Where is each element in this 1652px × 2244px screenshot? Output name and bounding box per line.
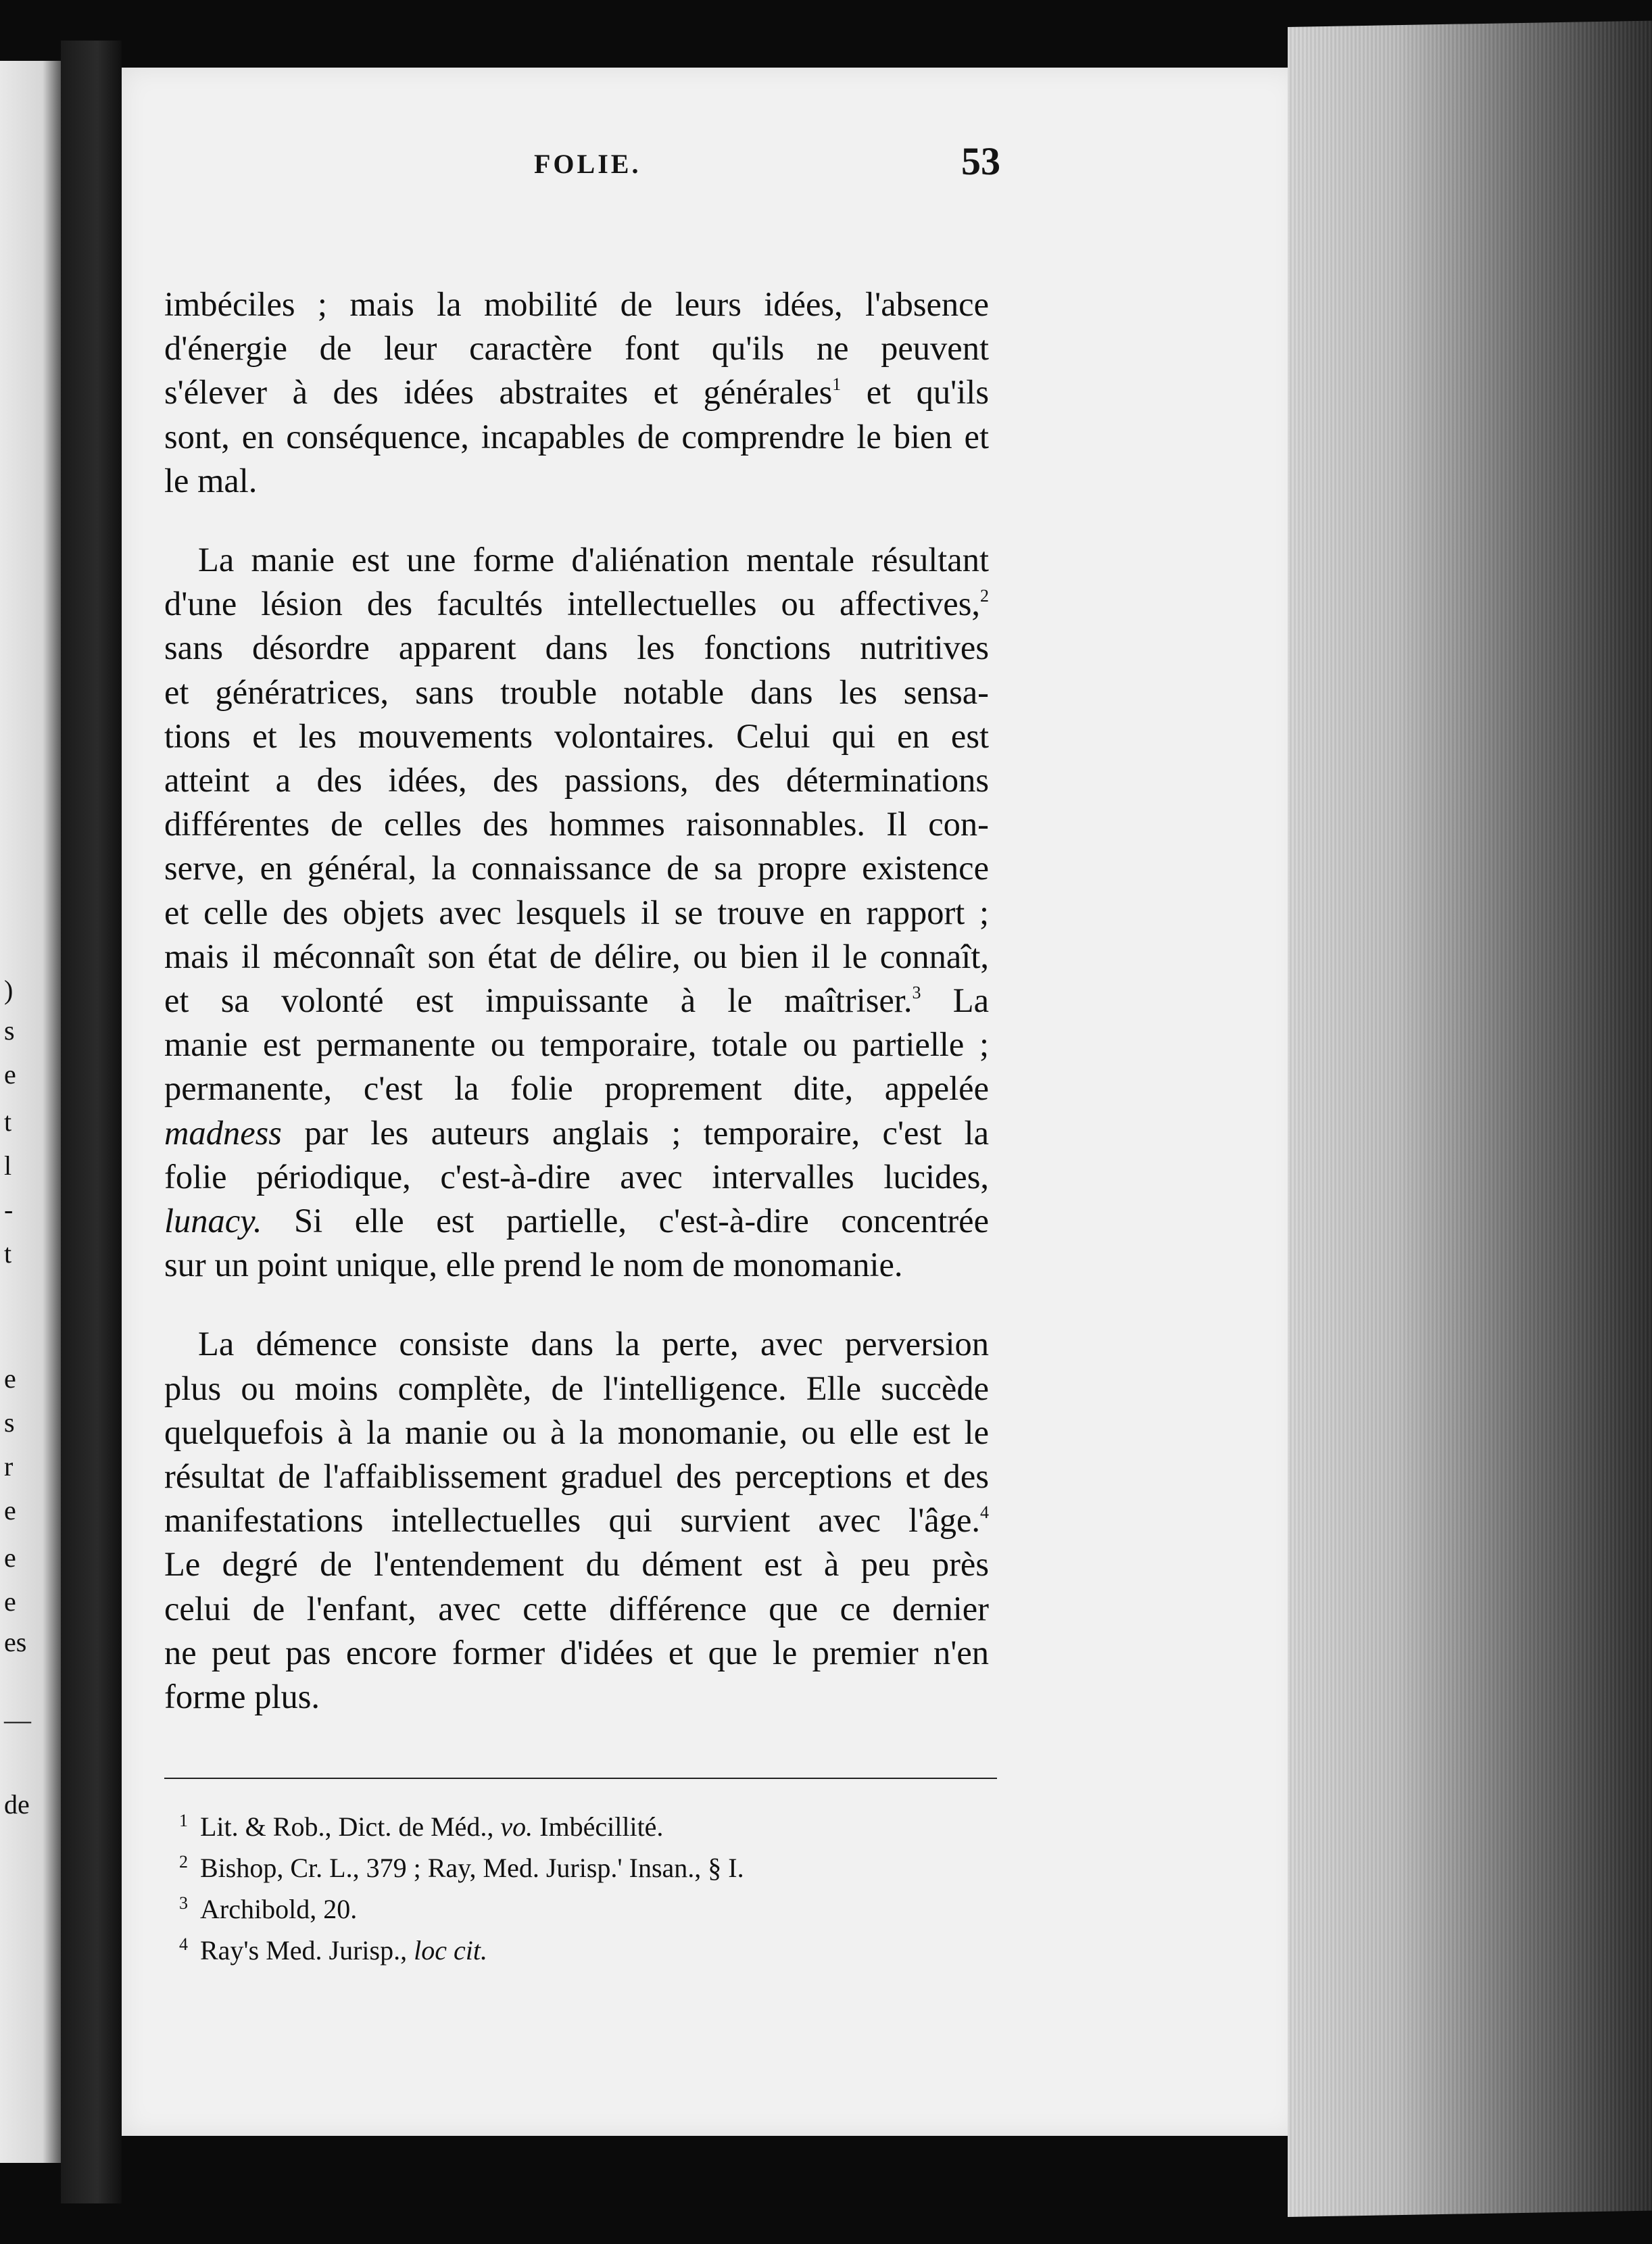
margin-char: de bbox=[4, 1789, 30, 1820]
text-line: ne peut pas encore former d'idées et que le premier n'en bbox=[164, 1633, 989, 1672]
text-line: résultat de l'affaiblissement graduel des perceptions et des bbox=[164, 1457, 989, 1496]
text-line: différentes de celles des hommes raisonnables. Il con- bbox=[164, 805, 989, 844]
text-line: plus ou moins complète, de l'intelligence. Elle succède bbox=[164, 1369, 989, 1407]
italic-term: lunacy. bbox=[164, 1202, 262, 1240]
text-line: atteint a des idées, des passions, des déterminations bbox=[164, 761, 989, 800]
footnote: $^2$ Bishop, Cr. L., 379 ; Ray, Med. Jurisp.' Insan., § I. bbox=[179, 1852, 744, 1883]
text-line: forme plus. bbox=[164, 1678, 320, 1716]
text-line: madness par les auteurs anglais ; temporaire, c'est la bbox=[164, 1113, 989, 1152]
margin-char: e bbox=[4, 1542, 16, 1573]
text-line: et sa volonté est impuissante à le maîtriser.$^3$ La bbox=[164, 981, 989, 1020]
margin-char: s bbox=[4, 1407, 15, 1438]
footnotes bbox=[179, 1803, 990, 1968]
margin-char: s bbox=[4, 1015, 15, 1046]
text-line: celui de l'enfant, avec cette différence que ce dernier bbox=[164, 1589, 989, 1628]
page-block-edge bbox=[1288, 21, 1652, 2217]
footnote-marker: 4 bbox=[980, 1503, 989, 1523]
paragraph bbox=[164, 283, 989, 503]
footnote: $^4$ Ray's Med. Jurisp., loc cit. bbox=[179, 1934, 487, 1966]
text-line: sur un point unique, elle prend le nom de monomanie. bbox=[164, 1246, 903, 1284]
footnote-rule bbox=[164, 1778, 997, 1779]
margin-char: e bbox=[4, 1495, 16, 1526]
text-line: manie est permanente ou temporaire, totale ou partielle ; bbox=[164, 1025, 989, 1064]
footnote-marker: 3 bbox=[912, 983, 921, 1003]
page-header bbox=[406, 139, 1000, 186]
text-line: s'élever à des idées abstraites et générales$^1$ et qu'ils bbox=[164, 373, 989, 412]
footnote-number: 4 bbox=[179, 1934, 188, 1954]
text-line: sans désordre apparent dans les fonctions nutritives bbox=[164, 629, 989, 667]
text-line: imbéciles ; mais la mobilité de leurs idées, l'absence bbox=[164, 285, 989, 323]
text-line: permanente, c'est la folie proprement dite, appelée bbox=[164, 1069, 989, 1108]
text-line: tions et les mouvements volontaires. Celui qui en est bbox=[164, 716, 989, 755]
footnote-number: 3 bbox=[179, 1893, 188, 1913]
text-line: La manie est une forme d'aliénation mentale résultant bbox=[198, 541, 989, 579]
footnote: $^3$ Archibold, 20. bbox=[179, 1893, 358, 1924]
footnote-number: 2 bbox=[179, 1852, 188, 1872]
margin-char: ) bbox=[4, 975, 14, 1005]
text-line: le mal. bbox=[164, 461, 258, 499]
footnote-number: 1 bbox=[179, 1811, 188, 1830]
text-line: serve, en général, la connaissance de sa propre existence bbox=[164, 849, 989, 887]
text-line: quelquefois à la manie ou à la monomanie, ou elle est le bbox=[164, 1413, 989, 1451]
margin-char: — bbox=[4, 1705, 31, 1735]
footnote: $^1$ Lit. & Rob., Dict. de Méd., vo. Imbécillité. bbox=[179, 1811, 664, 1842]
margin-char: r bbox=[4, 1451, 14, 1482]
running-head: FOLIE. bbox=[534, 149, 641, 179]
margin-char: - bbox=[4, 1194, 14, 1225]
text-line: d'énergie de leur caractère font qu'ils ne peuvent bbox=[164, 329, 989, 368]
paragraph bbox=[164, 538, 989, 1287]
margin-char: l bbox=[4, 1150, 12, 1181]
text-line: folie périodique, c'est-à-dire avec intervalles lucides, bbox=[164, 1157, 989, 1196]
text-line: d'une lésion des facultés intellectuelles ou affectives,$^2$ bbox=[164, 585, 989, 623]
text-line: et génératrices, sans trouble notable dans les sensa- bbox=[164, 673, 989, 711]
footnote-marker: 2 bbox=[980, 586, 989, 606]
margin-char: t bbox=[4, 1106, 12, 1137]
text-line: manifestations intellectuelles qui survient avec l'âge.$^4$ bbox=[164, 1501, 989, 1540]
text-line: sont, en conséquence, incapables de comprendre le bien et bbox=[164, 417, 989, 456]
text-line: La démence consiste dans la perte, avec perversion bbox=[198, 1325, 989, 1363]
page-number: 53 bbox=[961, 139, 1000, 183]
text-line: Le degré de l'entendement du dément est à peu près bbox=[164, 1545, 989, 1584]
book-gutter bbox=[61, 41, 122, 2203]
paragraph bbox=[164, 1322, 989, 1719]
italic-term: vo. bbox=[500, 1811, 533, 1842]
margin-char: e bbox=[4, 1586, 16, 1617]
text-line: et celle des objets avec lesquels il se trouve en rapport ; bbox=[164, 893, 989, 931]
italic-term: madness bbox=[164, 1113, 282, 1152]
facing-page-edge bbox=[0, 61, 61, 2163]
italic-term: loc cit. bbox=[414, 1935, 487, 1966]
text-line: lunacy. Si elle est partielle, c'est-à-dire concentrée bbox=[164, 1202, 989, 1240]
margin-char: e bbox=[4, 1059, 16, 1090]
margin-char: t bbox=[4, 1238, 12, 1269]
body-text bbox=[164, 283, 989, 1719]
margin-char: es bbox=[4, 1627, 27, 1657]
margin-char: e bbox=[4, 1363, 16, 1394]
text-line: mais il méconnaît son état de délire, ou bien il le connaît, bbox=[164, 937, 989, 975]
footnote-marker: 1 bbox=[832, 374, 842, 395]
